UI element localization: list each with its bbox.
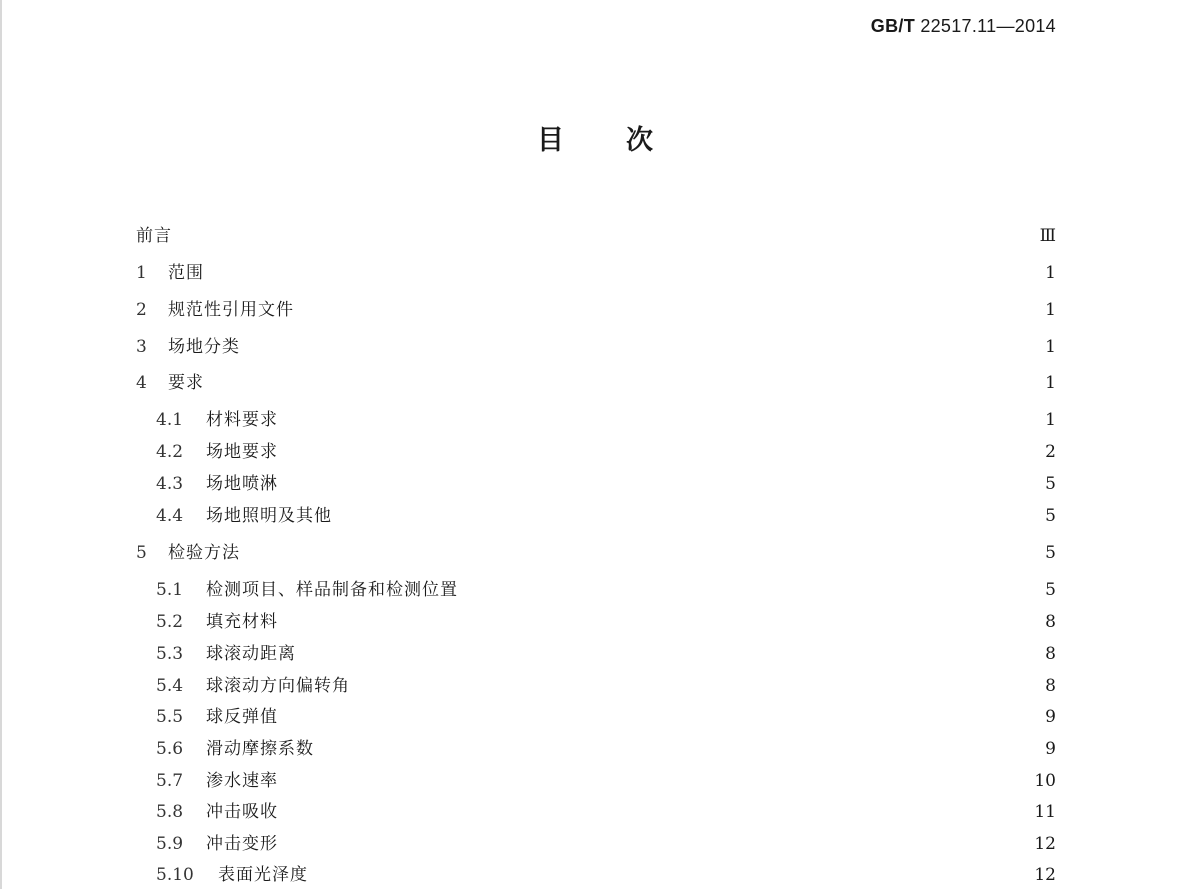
dot-leader	[246, 335, 1038, 359]
dot-leader	[284, 832, 1028, 856]
toc-entry-number: 2	[136, 300, 147, 320]
toc-entry[interactable]	[136, 224, 1056, 248]
toc-entry-number: 5.7	[156, 771, 184, 791]
toc-entry-number: 4.3	[156, 474, 184, 494]
toc-entry[interactable]	[156, 440, 1056, 464]
toc-entry[interactable]	[156, 642, 1056, 666]
toc-entry[interactable]	[156, 610, 1056, 634]
toc-entry-number: 5.8	[156, 802, 184, 822]
dot-leader	[210, 261, 1038, 285]
title-char-2: 次	[626, 125, 653, 156]
toc-entry-label: 场地分类	[168, 337, 240, 357]
toc-entry-page: 5	[1045, 543, 1056, 563]
toc-entry-label: 冲击变形	[206, 834, 278, 854]
toc-entry[interactable]	[156, 674, 1056, 698]
toc-entry[interactable]	[136, 371, 1056, 395]
toc-entry-label: 材料要求	[206, 410, 278, 430]
toc-entry[interactable]	[136, 261, 1056, 285]
toc-entry-label: 范围	[168, 263, 204, 283]
dot-leader	[300, 298, 1038, 322]
dot-leader	[338, 504, 1038, 528]
toc-entry-label: 检验方法	[168, 543, 240, 563]
toc-entry[interactable]	[136, 298, 1056, 322]
dot-leader	[284, 769, 1028, 793]
toc-entry-page: 5	[1045, 474, 1056, 494]
toc-entry[interactable]	[156, 504, 1056, 528]
toc-entry-label: 场地要求	[206, 442, 278, 462]
toc-entry-page: 5	[1045, 506, 1056, 526]
toc-entry[interactable]	[156, 705, 1056, 729]
toc-entry[interactable]	[156, 408, 1056, 432]
toc-entry-page: 1	[1045, 337, 1056, 357]
toc-entry-number: 4.1	[156, 410, 184, 430]
toc-entry-page: 8	[1045, 612, 1056, 632]
toc-entry-page: 1	[1045, 410, 1056, 430]
toc-entry[interactable]	[156, 863, 1056, 887]
toc-entry-page: 1	[1045, 373, 1056, 393]
toc-entry-number: 4.2	[156, 442, 184, 462]
toc-entry-page: 1	[1045, 300, 1056, 320]
toc-entry-page: 10	[1034, 771, 1056, 791]
toc-entry-label: 场地喷淋	[206, 474, 278, 494]
dot-leader	[284, 440, 1038, 464]
dot-leader	[284, 472, 1038, 496]
toc-entry-page: 8	[1045, 644, 1056, 664]
toc-entry-number: 5.5	[156, 707, 184, 727]
toc-entry[interactable]	[136, 335, 1056, 359]
toc-entry-number: 5.6	[156, 739, 184, 759]
dot-leader	[178, 224, 1034, 248]
toc-entry-page: 11	[1034, 802, 1056, 822]
toc-entry-label: 要求	[168, 373, 204, 393]
toc-entry-number: 3	[136, 337, 147, 357]
dot-leader	[464, 578, 1038, 602]
toc-entry-label: 前言	[136, 226, 172, 246]
title-char-1: 目	[537, 125, 564, 156]
toc-entry-page: 9	[1045, 707, 1056, 727]
toc-entry[interactable]	[136, 541, 1056, 565]
toc-entry-label: 滑动摩擦系数	[206, 739, 314, 759]
dot-leader	[246, 541, 1038, 565]
standard-prefix: GB/T	[870, 16, 915, 36]
toc-entry-page: 1	[1045, 263, 1056, 283]
toc-entry-number: 1	[136, 263, 147, 283]
toc-entry-label: 表面光泽度	[218, 865, 308, 885]
toc-entry[interactable]	[156, 832, 1056, 856]
toc-entry-number: 5	[136, 543, 147, 563]
standard-number: 22517.11—2014	[920, 16, 1056, 36]
toc-entry-page: 9	[1045, 739, 1056, 759]
toc-entry-label: 球滚动距离	[206, 644, 296, 664]
toc-entry-number: 5.2	[156, 612, 184, 632]
toc-entry[interactable]	[156, 800, 1056, 824]
toc-entry-label: 球滚动方向偏转角	[206, 676, 350, 696]
toc-entry-label: 渗水速率	[206, 771, 278, 791]
toc-entry-page: 12	[1034, 834, 1056, 854]
toc-entry-page: 5	[1045, 580, 1056, 600]
page-title	[0, 118, 1190, 157]
dot-leader	[284, 408, 1038, 432]
toc-entry-page: 8	[1045, 676, 1056, 696]
toc-entry-label: 填充材料	[206, 612, 278, 632]
toc-entry-label: 场地照明及其他	[206, 506, 332, 526]
toc-entry-page: 12	[1034, 865, 1056, 885]
toc-entry-number: 5.4	[156, 676, 184, 696]
dot-leader	[210, 371, 1038, 395]
toc-entry-page: 2	[1045, 442, 1056, 462]
toc-entry-label: 检测项目、样品制备和检测位置	[206, 580, 458, 600]
toc-entry-page: Ⅲ	[1039, 226, 1056, 246]
standard-code	[871, 16, 1056, 37]
toc-entry-number: 4	[136, 373, 147, 393]
toc-entry[interactable]	[156, 578, 1056, 602]
toc-entry-number: 5.9	[156, 834, 184, 854]
toc-entry[interactable]	[156, 769, 1056, 793]
dot-leader	[314, 863, 1028, 887]
toc-entry-number: 5.3	[156, 644, 184, 664]
toc-entry-number: 5.1	[156, 580, 184, 600]
toc-entry-label: 球反弹值	[206, 707, 278, 727]
toc-entry[interactable]	[156, 472, 1056, 496]
toc-entry[interactable]	[156, 737, 1056, 761]
toc-entry-number: 4.4	[156, 506, 184, 526]
dot-leader	[356, 674, 1038, 698]
toc-entry-label: 冲击吸收	[206, 802, 278, 822]
dot-leader	[284, 610, 1038, 634]
dot-leader	[302, 642, 1038, 666]
dot-leader	[284, 800, 1028, 824]
toc-entry-number: 5.10	[156, 865, 194, 885]
dot-leader	[284, 705, 1038, 729]
dot-leader	[320, 737, 1038, 761]
toc-entry-label: 规范性引用文件	[168, 300, 294, 320]
